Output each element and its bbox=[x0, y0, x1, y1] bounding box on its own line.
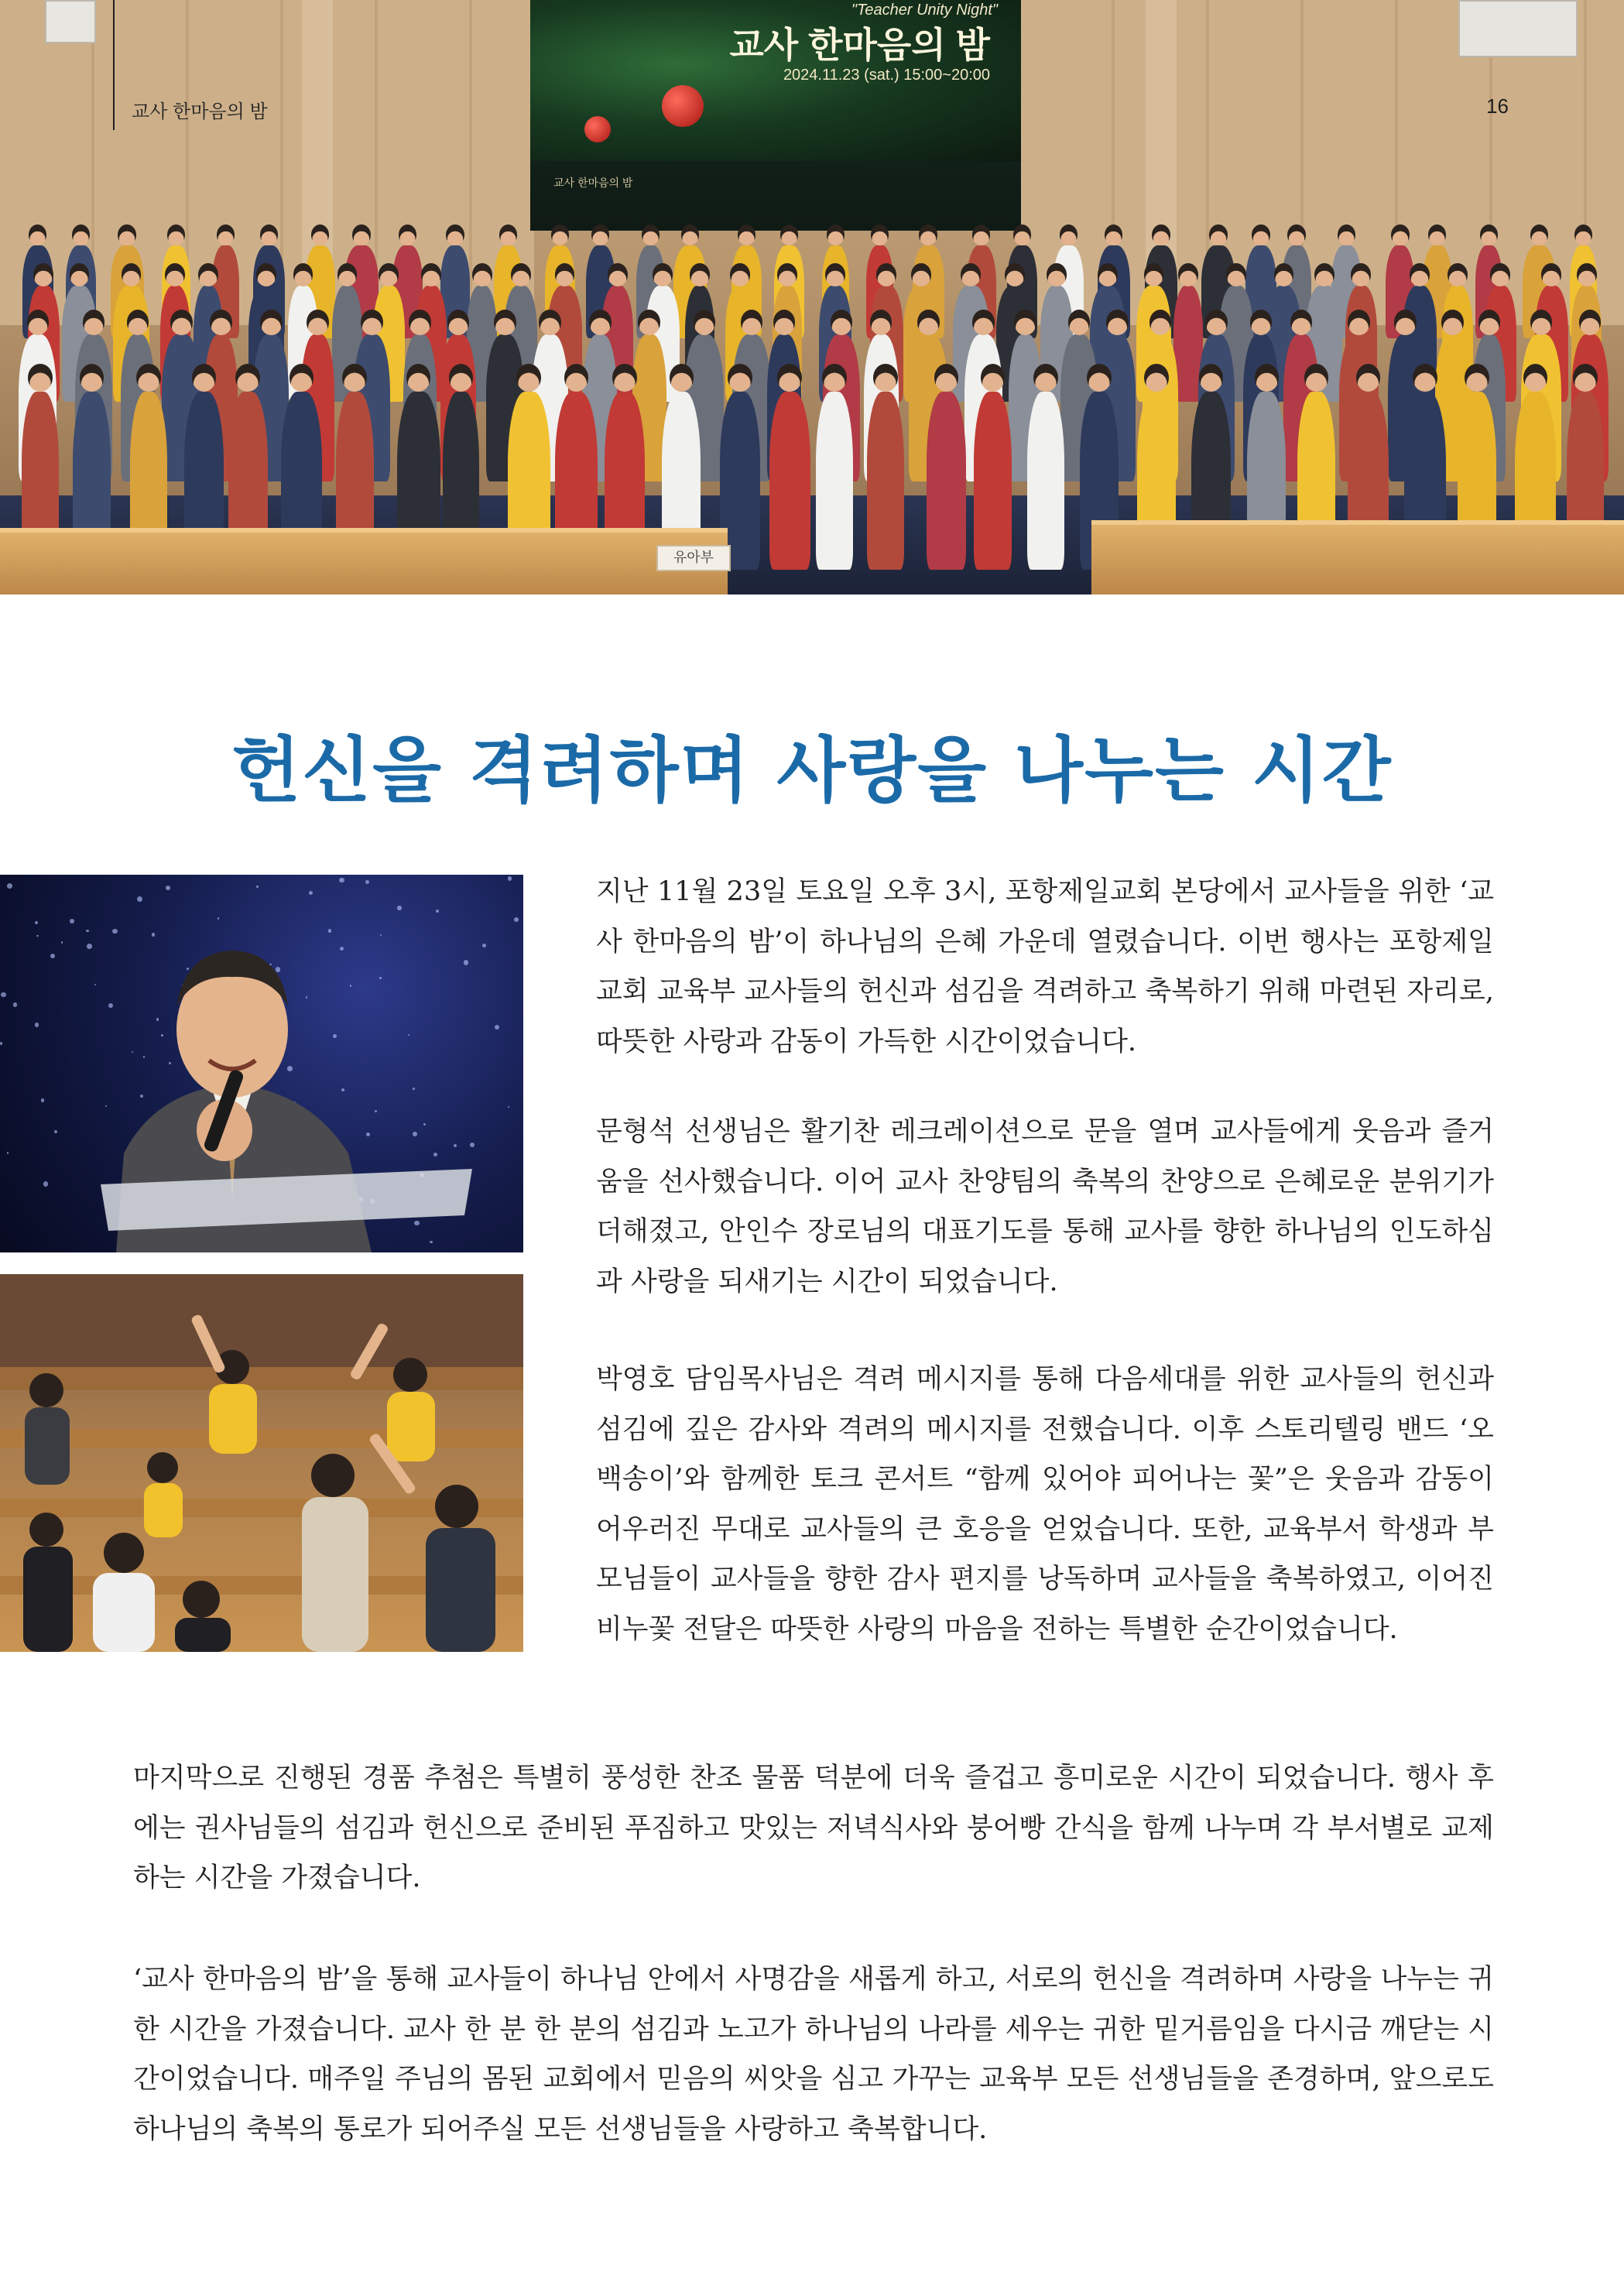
crowd-person-head bbox=[608, 263, 628, 286]
photo-pastor-speaking bbox=[0, 875, 523, 1252]
crowd-person-head bbox=[1290, 310, 1313, 335]
crowd-person-head bbox=[1287, 224, 1305, 245]
crowd-person-head bbox=[1144, 263, 1164, 286]
crowd-person-head bbox=[591, 224, 609, 245]
crowd-person-head bbox=[342, 364, 367, 392]
crowd-person-head bbox=[876, 263, 896, 286]
crowd-person-head bbox=[1105, 224, 1122, 245]
crowd-person-head bbox=[1087, 364, 1112, 392]
crowd-person-head bbox=[1178, 263, 1198, 286]
screen-date: 2024.11.23 (sat.) 15:00~20:00 bbox=[783, 67, 990, 84]
crowd-person-head bbox=[972, 224, 990, 245]
crowd-person bbox=[974, 392, 1012, 570]
group-of-teachers bbox=[0, 209, 1624, 542]
ornament bbox=[584, 116, 611, 142]
crowd-person-head bbox=[1005, 263, 1025, 286]
crowd-person-head bbox=[235, 364, 260, 392]
crowd-person-head bbox=[690, 263, 710, 286]
crowd-person-head bbox=[555, 263, 575, 286]
crowd-person-head bbox=[1530, 224, 1548, 245]
pew-sign: 유아부 bbox=[656, 545, 731, 571]
page-number: 16 bbox=[1486, 94, 1509, 118]
crowd-person-head bbox=[494, 310, 516, 335]
screen-title: 교사 한마음의 밤 bbox=[729, 25, 990, 65]
crowd-person-head bbox=[83, 310, 105, 335]
crowd-person-head bbox=[122, 263, 142, 286]
crowd-person bbox=[769, 392, 810, 570]
crowd-person-head bbox=[638, 310, 660, 335]
crowd-person-head bbox=[539, 310, 561, 335]
crowd-person-head bbox=[1391, 224, 1409, 245]
crowd-person-head bbox=[472, 263, 492, 286]
crowd-person-head bbox=[337, 263, 358, 286]
crowd-person-head bbox=[1394, 310, 1417, 335]
crowd-person-head bbox=[1250, 310, 1273, 335]
crowd-person-head bbox=[612, 364, 637, 392]
crowd-person-head bbox=[551, 224, 569, 245]
crowd-person-head bbox=[1060, 224, 1078, 245]
crowd-person-head bbox=[352, 224, 370, 245]
crowd-person-head bbox=[642, 224, 660, 245]
crowd-person-head bbox=[1351, 263, 1371, 286]
article-headline: 헌신을 격려하며 사랑을 나누는 시간 bbox=[231, 729, 1393, 812]
crowd-person-head bbox=[361, 310, 383, 335]
crowd-person-head bbox=[825, 263, 845, 286]
crowd-person-head bbox=[831, 310, 853, 335]
crowd-person-head bbox=[917, 310, 940, 335]
crowd-person-head bbox=[1274, 263, 1294, 286]
crowd-person-head bbox=[1152, 224, 1170, 245]
crowd-person-head bbox=[1465, 364, 1489, 392]
crowd-person-head bbox=[822, 364, 847, 392]
crowd-person-head bbox=[972, 310, 995, 335]
paragraph-5: ‘교사 한마음의 밤’을 통해 교사들이 하나님 안에서 사명감을 새롭게 하고, 서로의 헌신을 격려하며 사랑을 나누는 귀한 시간을 가졌습니다. 교사 한 분 한 분의 섬김과 노고가 하나님의 나라를 세우는 귀한 밑거름임을 다시금 깨닫는 시간이었습니다. 매주일 주님의 몸된 교회에서 믿음의 씨앗을 심고 가꾸는 교육부 모든 선생님들을 존경하며, 앞으로도 하나님의 축복의 통로가 되어주실 모든 선생님들을 사랑하고 축복합니다. bbox=[133, 1964, 1494, 2145]
crowd-person-head bbox=[217, 224, 235, 245]
pastor-illustration bbox=[0, 875, 523, 1252]
crowd-person-head bbox=[589, 310, 612, 335]
crowd-person-head bbox=[511, 263, 531, 286]
crowd-person-head bbox=[293, 263, 313, 286]
crowd-person-head bbox=[421, 263, 441, 286]
crowd-person-head bbox=[741, 310, 763, 335]
crowd-person-head bbox=[1144, 364, 1169, 392]
crowd-person-head bbox=[1314, 263, 1334, 286]
photo-audience-cheering bbox=[0, 1274, 523, 1652]
crowd-person-head bbox=[260, 224, 278, 245]
crowd-person-head bbox=[870, 310, 893, 335]
crowd-person-head bbox=[773, 310, 796, 335]
crowd-person bbox=[1027, 392, 1064, 570]
crowd-person-head bbox=[210, 310, 232, 335]
crowd-person-head bbox=[1255, 364, 1280, 392]
crowd-person-head bbox=[1014, 310, 1036, 335]
crowd-person-head bbox=[379, 263, 399, 286]
crowd-person-head bbox=[1448, 263, 1468, 286]
crowd-person-head bbox=[777, 364, 802, 392]
crowd-person bbox=[867, 392, 905, 570]
crowd-person-head bbox=[1428, 224, 1446, 245]
crowd-person-head bbox=[780, 224, 798, 245]
crowd-person-head bbox=[136, 364, 161, 392]
crowd-person-head bbox=[1013, 224, 1031, 245]
crowd-person-head bbox=[165, 263, 185, 286]
crowd-person-head bbox=[28, 364, 53, 392]
crowd-person-head bbox=[911, 263, 931, 286]
crowd-person-head bbox=[738, 224, 755, 245]
crowd-person-head bbox=[1478, 310, 1501, 335]
crowd-person-head bbox=[170, 310, 193, 335]
crowd-person-head bbox=[1252, 224, 1269, 245]
wall-speaker bbox=[1458, 0, 1578, 57]
crowd-person-head bbox=[681, 224, 699, 245]
crowd-person-head bbox=[1338, 224, 1355, 245]
lower-screen-title: 교사 한마음의 밤 bbox=[553, 176, 633, 189]
crowd-person-head bbox=[1356, 364, 1381, 392]
crowd-person-head bbox=[118, 224, 135, 245]
audience-illustration bbox=[0, 1274, 523, 1652]
crowd-person-head bbox=[307, 310, 329, 335]
crowd-person-head bbox=[871, 224, 889, 245]
crowd-person-head bbox=[1047, 263, 1067, 286]
pew-right bbox=[1091, 520, 1624, 594]
crowd-person bbox=[927, 392, 966, 570]
hero-photo bbox=[0, 0, 1624, 594]
crowd-person-head bbox=[1410, 263, 1430, 286]
crowd-person-head bbox=[728, 364, 752, 392]
crowd-person-head bbox=[33, 263, 53, 286]
crowd-person-head bbox=[1577, 263, 1597, 286]
crowd-person-head bbox=[72, 224, 90, 245]
paragraph-3: 박영호 담임목사님은 격려 메시지를 통해 다음세대를 위한 교사들의 헌신과 섬김에 깊은 감사와 격려의 메시지를 전했습니다. 이후 스토리텔링 밴드 ‘오백송이’와 함께한 토크 콘서트 “함께 있어야 피어나는 꽃”은 웃음과 감동이 어우러진 무대로 교사들의 큰 호응을 얻었습니다. 또한, 교육부서 학생과 부모님들이 교사들을 향한 감사 편지를 낭독하며 교사들을 축복하였고, 이어진 비누꽃 전달은 따뜻한 사랑의 마음을 전하는 특별한 순간이었습니다. bbox=[596, 1364, 1494, 1645]
crowd-person-head bbox=[1490, 263, 1510, 286]
crowd-person-head bbox=[730, 263, 750, 286]
crowd-person-head bbox=[29, 224, 46, 245]
crowd-person-head bbox=[1573, 364, 1598, 392]
projection-screen bbox=[530, 0, 1021, 161]
crowd-person-head bbox=[1098, 263, 1118, 286]
crowd-person-head bbox=[256, 263, 276, 286]
crowd-person-head bbox=[167, 224, 185, 245]
crowd-person bbox=[816, 392, 852, 570]
paragraph-4: 마지막으로 진행된 경품 추첨은 특별히 풍성한 찬조 물품 덕분에 더욱 즐겁고 흥미로운 시간이 되었습니다. 행사 후에는 권사님들의 섬김과 헌신으로 준비된 푸짐하고 맛있는 저녁식사와 붕어빵 간식을 함께 나누며 각 부서별로 교제하는 시간을 가졌습니다. bbox=[133, 1763, 1494, 1893]
crowd-person-head bbox=[1579, 310, 1602, 335]
crowd-person-head bbox=[127, 310, 149, 335]
crowd-person-head bbox=[499, 224, 517, 245]
crowd-person-head bbox=[961, 263, 981, 286]
crowd-person-head bbox=[1033, 364, 1058, 392]
pew-left bbox=[0, 528, 728, 594]
paragraph-2: 문형석 선생님은 활기찬 레크레이션으로 문을 열며 교사들에게 웃음과 즐거움을 선사했습니다. 이어 교사 찬양팀의 축복의 찬양으로 은혜로운 분위기가 더해졌고, 안인수 장로님의 대표기도를 통해 교사를 향한 하나님의 인도하심과 사랑을 되새기는 시간이 되었습니다. bbox=[596, 1116, 1494, 1297]
crowd-person-head bbox=[516, 364, 541, 392]
crowd-person-head bbox=[1413, 364, 1437, 392]
crowd-person-head bbox=[1523, 364, 1548, 392]
crowd-person-head bbox=[653, 263, 673, 286]
crowd-person-head bbox=[1068, 310, 1091, 335]
running-head: 교사 한마음의 밤 bbox=[132, 101, 268, 122]
crowd-person-head bbox=[1205, 310, 1228, 335]
crowd-person-head bbox=[919, 224, 937, 245]
crowd-person-head bbox=[1574, 224, 1592, 245]
crowd-person-head bbox=[827, 224, 845, 245]
crowd-person-head bbox=[873, 364, 898, 392]
crowd-person-head bbox=[1209, 224, 1227, 245]
wall-speaker bbox=[45, 0, 96, 43]
crowd-person-head bbox=[260, 310, 283, 335]
crowd-person-head bbox=[1480, 224, 1498, 245]
crowd-person-head bbox=[198, 263, 218, 286]
crowd-person-head bbox=[694, 310, 716, 335]
crowd-person-head bbox=[1541, 263, 1561, 286]
crowd-person-head bbox=[1530, 310, 1553, 335]
crowd-person-head bbox=[70, 263, 90, 286]
crowd-person-head bbox=[1441, 310, 1464, 335]
crowd-person-head bbox=[311, 224, 329, 245]
crowd-person-head bbox=[27, 310, 50, 335]
crowd-person-head bbox=[670, 364, 694, 392]
ornament bbox=[662, 85, 704, 127]
crowd-person-head bbox=[409, 310, 431, 335]
crowd-person-head bbox=[1348, 310, 1370, 335]
crowd-person-head bbox=[1226, 263, 1246, 286]
crowd-person-head bbox=[1106, 310, 1129, 335]
crowd-person-head bbox=[777, 263, 797, 286]
crowd-person-head bbox=[1149, 310, 1172, 335]
paragraph-1: 지난 11월 23일 토요일 오후 3시, 포항제일교회 본당에서 교사들을 위한 ‘교사 한마음의 밤’이 하나님의 은혜 가운데 열렸습니다. 이번 행사는 포항제일교회 교육부 교사들의 헌신과 섬김을 격려하고 축복하기 위해 마련된 자리로, 따뜻한 사랑과 감동이 가득한 시간이었습니다. bbox=[596, 876, 1494, 1057]
crowd-person-head bbox=[399, 224, 416, 245]
crowd-person-head bbox=[446, 224, 464, 245]
screen-tagline: "Teacher Unity Night" bbox=[851, 2, 998, 19]
crowd-person-head bbox=[447, 310, 470, 335]
header-rule bbox=[113, 0, 115, 130]
